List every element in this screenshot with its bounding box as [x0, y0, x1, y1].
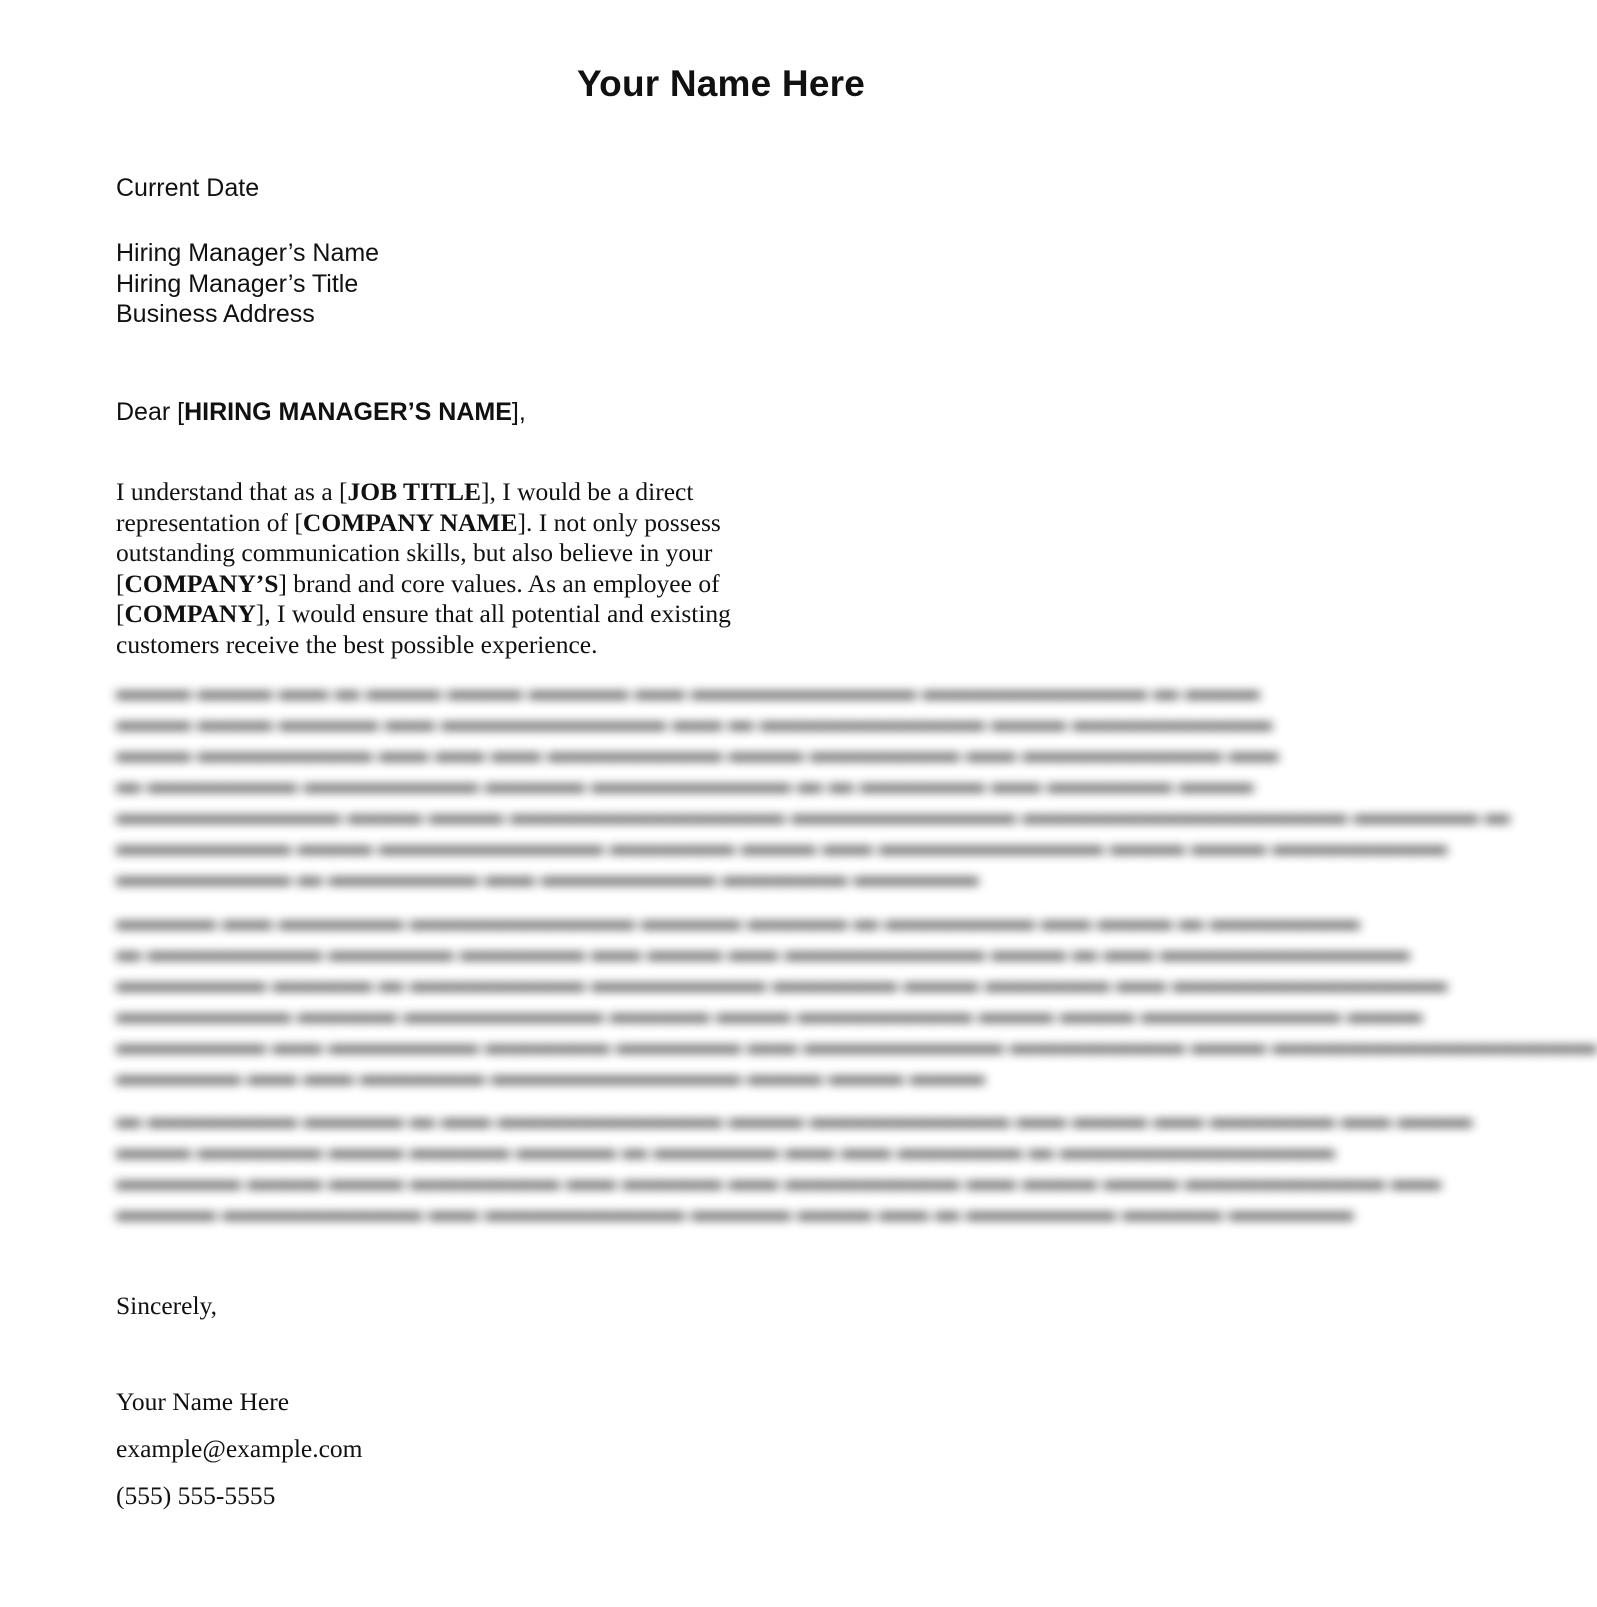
signature-name: Your Name Here: [116, 1387, 290, 1416]
placeholder-companys: COMPANY’S: [124, 568, 279, 598]
salutation: [116, 396, 526, 428]
signature-email: example@example.com: [116, 1434, 363, 1463]
text-span: ], I would ensure that all potential and existing: [255, 599, 731, 628]
blurred-paragraph-4: ▬ ▬▬▬▬▬▬ ▬▬▬▬ ▬ ▬▬ ▬▬▬▬▬▬▬▬▬ ▬▬▬ ▬▬▬▬▬▬▬▬ ▬▬ ▬▬▬ ▬▬ ▬▬▬▬▬ ▬▬ ▬▬▬ ▬▬▬ ▬▬▬▬▬ ▬▬▬ ▬▬▬▬ ▬▬▬▬ ▬ ▬▬▬▬▬ ▬▬ ▬▬ ▬▬▬▬▬ ▬ ▬▬▬▬▬▬▬▬▬▬▬ ▬▬▬▬▬ ▬▬▬ ▬▬▬ ▬▬▬▬▬▬ ▬▬ ▬▬▬▬ ▬▬ ▬▬▬▬▬▬▬ ▬▬ ▬▬▬ ▬▬▬ ▬▬▬▬▬▬▬▬ ▬▬ ▬▬▬▬ ▬▬▬▬▬▬▬▬ ▬▬ ▬▬▬▬▬▬▬▬ ▬▬▬▬ ▬▬▬ ▬▬ ▬ ▬▬▬▬▬▬ ▬▬▬▬ ▬▬▬▬▬: [116, 1106, 1473, 1226]
header-name: Your Name Here: [577, 63, 865, 104]
signature-phone: (555) 555-5555: [116, 1481, 276, 1510]
text-span: ]. I not only possess: [517, 507, 721, 537]
paragraph-line: [116, 508, 816, 539]
recipient-name: Hiring Manager’s Name: [116, 239, 380, 267]
text-span: I understand that as a [: [116, 477, 348, 506]
paragraph-line: [116, 569, 816, 600]
paragraph-line: [116, 477, 816, 508]
letter-date: Current Date: [116, 174, 260, 202]
placeholder-company-name: COMPANY NAME: [302, 507, 518, 537]
salutation-prefix: Dear [: [116, 398, 185, 426]
placeholder-company: COMPANY: [124, 599, 256, 628]
text-span: representation of [: [116, 507, 303, 537]
paragraph-line: customers receive the best possible experience.: [116, 629, 598, 659]
text-span: [: [116, 568, 125, 598]
paragraph-line: [116, 599, 816, 630]
paragraph-line: outstanding communication skills, but also believe in your: [116, 538, 713, 567]
text-span: ] brand and core values. As an employee of: [278, 568, 720, 598]
recipient-title: Hiring Manager’s Title: [116, 269, 359, 298]
recipient-address: Business Address: [116, 300, 315, 328]
closing: Sincerely,: [116, 1291, 218, 1320]
blurred-paragraph-3: ▬▬▬▬ ▬▬ ▬▬▬▬▬ ▬▬▬▬▬▬▬▬▬ ▬▬▬▬ ▬▬▬▬ ▬ ▬▬▬▬▬▬ ▬▬ ▬▬▬ ▬ ▬▬▬▬▬▬ ▬ ▬▬▬▬▬▬▬ ▬▬▬▬▬ ▬▬▬▬▬ ▬▬ ▬▬▬ ▬▬ ▬▬▬▬▬▬▬▬ ▬▬▬ ▬ ▬▬ ▬▬▬▬▬▬▬▬▬▬ ▬▬▬▬▬▬ ▬▬▬▬ ▬ ▬▬▬▬▬▬▬ ▬▬▬▬▬▬▬ ▬▬▬▬▬ ▬▬▬ ▬▬▬▬▬ ▬▬ ▬▬▬▬▬▬▬▬▬▬▬ ▬▬▬▬▬▬▬ ▬▬▬▬ ▬▬▬▬▬▬▬▬ ▬▬▬▬ ▬▬▬ ▬▬▬▬▬▬▬ ▬▬▬ ▬▬▬ ▬▬▬▬▬▬▬▬ ▬▬▬ ▬▬▬▬▬▬ ▬▬ ▬▬▬▬▬▬ ▬▬▬▬▬ ▬▬▬▬▬ ▬▬ ▬▬▬▬▬▬▬▬ ▬▬▬▬▬▬▬ ▬▬▬ ▬▬▬▬▬▬▬▬▬▬▬▬▬ ▬▬▬▬▬ ▬▬ ▬▬ ▬▬▬▬▬ ▬▬▬▬▬▬▬▬▬▬ ▬▬▬ ▬▬▬ ▬▬▬: [116, 908, 1597, 1090]
placeholder-job-title: JOB TITLE: [347, 477, 482, 506]
text-span: [: [116, 599, 125, 628]
salutation-placeholder: HIRING MANAGER’S NAME: [184, 398, 512, 426]
paragraph-intro: [116, 477, 816, 660]
blurred-paragraph-2: ▬▬▬ ▬▬▬ ▬▬ ▬ ▬▬▬ ▬▬▬ ▬▬▬▬ ▬▬ ▬▬▬▬▬▬▬▬▬ ▬▬▬▬▬▬▬▬▬ ▬ ▬▬▬ ▬▬▬ ▬▬▬ ▬▬▬▬ ▬▬ ▬▬▬▬▬▬▬▬▬ ▬▬ ▬ ▬▬▬▬▬▬▬▬▬ ▬▬▬ ▬▬▬▬▬▬▬▬ ▬▬▬ ▬▬▬▬▬▬▬ ▬▬ ▬▬ ▬▬ ▬▬▬▬▬▬▬ ▬▬▬ ▬▬▬▬▬▬ ▬▬ ▬▬▬▬▬▬▬▬ ▬▬ ▬ ▬▬▬▬▬▬ ▬▬▬▬▬▬▬ ▬▬▬▬ ▬▬▬▬▬▬▬▬ ▬ ▬ ▬▬▬▬▬ ▬▬ ▬▬▬▬▬ ▬▬▬ ▬▬▬▬▬▬▬▬▬ ▬▬▬ ▬▬▬ ▬▬▬▬▬▬▬▬▬▬▬ ▬▬▬▬▬▬▬▬▬ ▬▬▬▬▬▬▬▬▬▬▬▬▬ ▬▬▬▬▬ ▬ ▬▬▬▬▬▬▬ ▬▬▬ ▬▬▬▬▬▬▬▬▬ ▬▬▬▬▬ ▬▬▬ ▬▬ ▬▬▬▬▬▬▬▬▬ ▬▬▬ ▬▬▬ ▬▬▬▬▬▬▬ ▬▬▬▬▬▬▬ ▬ ▬▬▬▬▬▬ ▬▬ ▬▬▬▬▬▬▬ ▬▬▬▬▬ ▬▬▬▬▬: [116, 678, 1510, 891]
salutation-suffix: ],: [511, 398, 526, 426]
text-span: ], I would be a direct: [481, 477, 694, 506]
recipient-block: [116, 238, 379, 330]
